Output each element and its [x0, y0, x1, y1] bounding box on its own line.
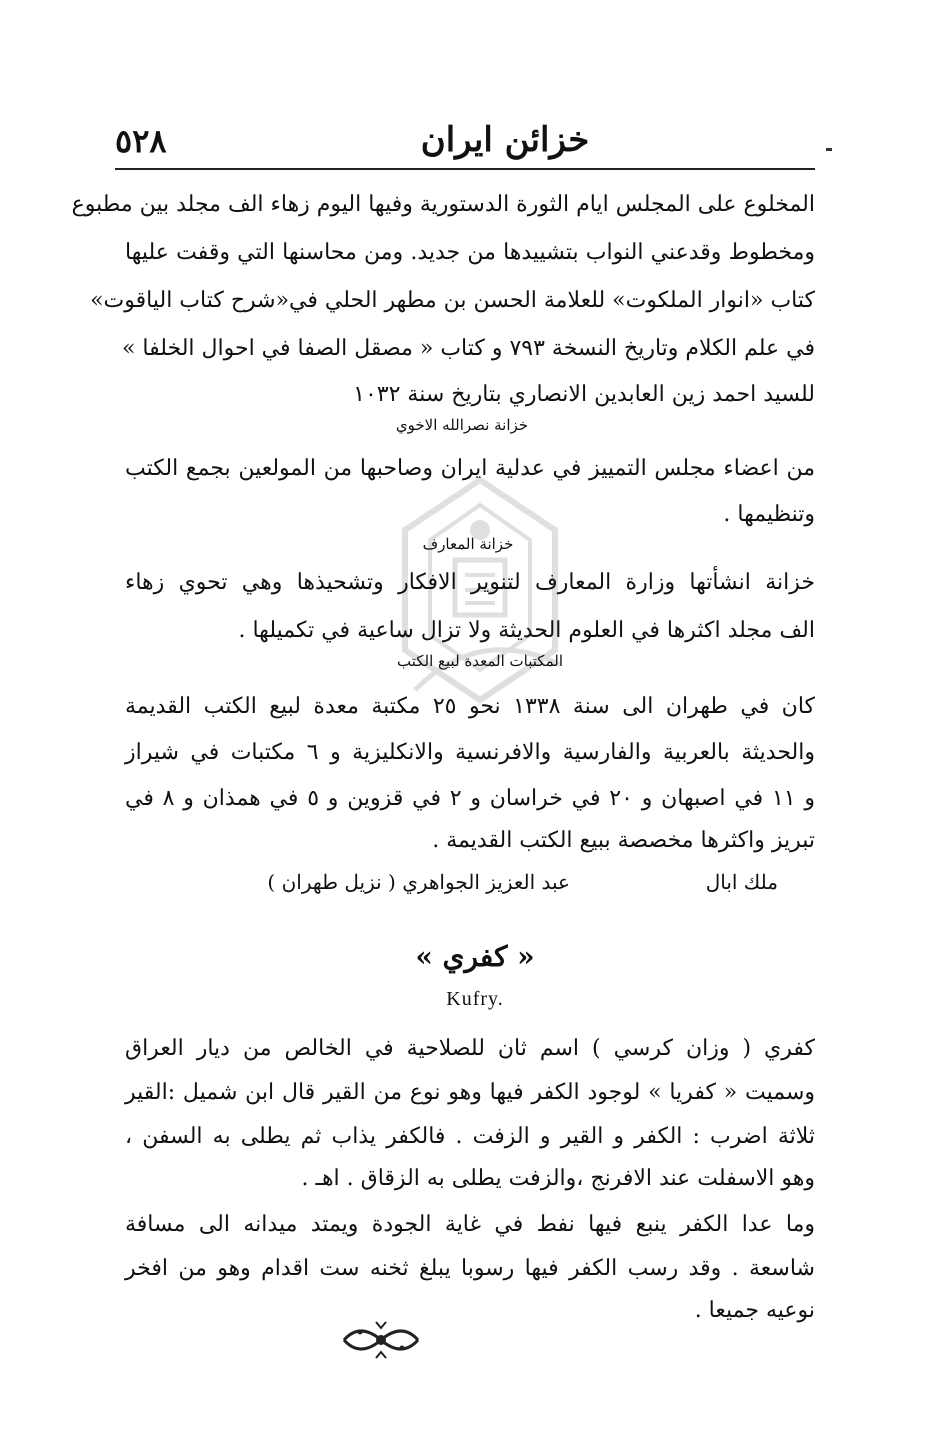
text-line: وسميت « كفريا » لوجود الكفر فيها وهو نوع من القير قال ابن شميل :القير [125, 1080, 815, 1105]
text-line: وهو الاسفلت عند الافرنج ،والزفت يطلى به الزقاق . اهـ . [301, 1166, 815, 1191]
text-line: ثلاثة اضرب : الكفر و القير و الزفت . فالكفر يذاب ثم يطلى به السفن ، [125, 1124, 815, 1149]
text-line: المخلوع على المجلس ايام الثورة الدستورية وفيها اليوم زهاء الف مجلد بين مطبوع [71, 192, 815, 217]
text-line: ومخطوط وقدعني النواب بتشييدها من جديد. ومن محاسنها التي وقفت عليها [125, 240, 815, 265]
text-line: وتنظيمها . [723, 502, 815, 527]
signature-left: ملك ابال [705, 870, 778, 894]
entry-title: « كفري » [415, 940, 535, 973]
section-heading-maarif: خزانة المعارف [422, 535, 514, 553]
page-number: ٥٢٨ [115, 122, 167, 160]
section-heading-nasrallah: خزانة نصرالله الاخوي [395, 416, 529, 434]
margin-mark [826, 148, 832, 151]
signature-right: عبد العزيز الجواهري ( نزيل طهران ) [267, 870, 570, 894]
text-line: للسيد احمد زين العابدين الانصاري بتاريخ سنة ١٠٣٢ [353, 382, 815, 407]
section-heading-bookshops: المكتبات المعدة لبيع الكتب [396, 652, 563, 670]
text-line: كتاب «انوار الملكوت» للعلامة الحسن بن مطهر الحلي في«شرح كتاب الياقوت» [90, 288, 815, 313]
page-header [115, 118, 815, 170]
text-line: خزانة انشأتها وزارة المعارف لتنوير الافكار وتشحيذها وهي تحوي زهاء [125, 570, 815, 595]
text-line: كفري ( وزان كرسي ) اسم ثان للصلاحية في الخالص من ديار العراق [125, 1036, 815, 1061]
text-line: وما عدا الكفر ينبع فيها نفط في غاية الجودة ويمتد ميدانه الى مسافة [125, 1212, 815, 1237]
text-line: في علم الكلام وتاريخ النسخة ٧٩٣ و كتاب « مصقل الصفا في احوال الخلفا » [121, 336, 815, 361]
text-line: كان في طهران الى سنة ١٣٣٨ نحو ٢٥ مكتبة معدة لبيع الكتب القديمة [125, 694, 816, 719]
running-title: خزائن ايران [420, 120, 590, 160]
fleuron-ornament-icon [340, 1318, 422, 1362]
text-line: الف مجلد اكثرها في العلوم الحديثة ولا تزال ساعية في تكميلها . [238, 618, 815, 643]
text-line: شاسعة . وقد رسب الكفر فيها رسوبا يبلغ ثخنه ست اقدام وهو من افخر [125, 1256, 815, 1281]
text-line: نوعيه جميعا . [694, 1298, 815, 1323]
text-line: من اعضاء مجلس التمييز في عدلية ايران وصاحبها من المولعين بجمع الكتب [125, 456, 815, 481]
text-line: تبريز واكثرها مخصصة ببيع الكتب القديمة . [432, 828, 815, 853]
header-rule [115, 168, 815, 170]
text-line: و ١١ في اصبهان و ٢٠ في خراسان و ٢ في قزوين و ٥ في همذان و ٨ في [125, 786, 815, 811]
text-line: والحديثة بالعربية والفارسية والافرنسية والانكليزية و ٦ مكتبات في شيراز [125, 740, 815, 765]
entry-latin-title: Kufry. [446, 988, 504, 1010]
